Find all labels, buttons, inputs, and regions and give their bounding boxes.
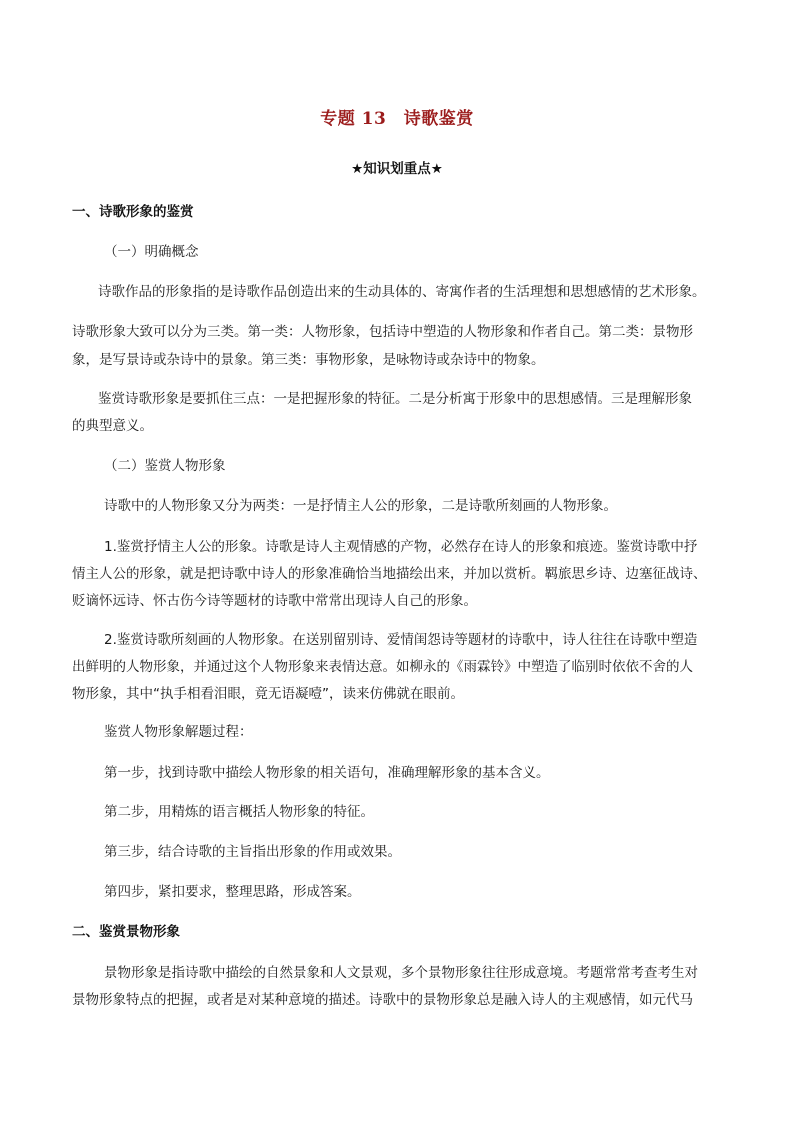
paragraph-line: 景物形象特点的把握，或者是对某种意境的描述。诗歌中的景物形象总是融入诗人的主观感情，如元代马	[72, 992, 693, 1008]
paragraph-line: 象，是写景诗或杂诗中的景象。第三类：事物形象，是咏物诗或杂诗中的物象。	[72, 352, 545, 368]
document-subtitle: ★知识划重点★	[351, 161, 443, 177]
subsection-label-1: （一）明确概念	[104, 244, 199, 260]
paragraph-line: 诗歌中的人物形象又分为两类：一是抒情主人公的形象，二是诗歌所刻画的人物形象。	[104, 498, 617, 514]
section-heading-2: 二、鉴赏景物形象	[72, 924, 180, 940]
paragraph-line: 的典型意义。	[72, 418, 153, 434]
paragraph-line: 诗歌形象大致可以分为三类。第一类：人物形象，包括诗中塑造的人物形象和作者自己。第二类：景物形	[72, 324, 693, 340]
paragraph-line: 贬谪怀远诗、怀古伤今诗等题材的诗歌中常常出现诗人自己的形象。	[72, 593, 477, 609]
section-heading-1: 一、诗歌形象的鉴赏	[72, 204, 194, 220]
paragraph-line: 1.鉴赏抒情主人公的形象。诗歌是诗人主观情感的产物，必然存在诗人的形象和痕迹。鉴赏诗歌中抒	[104, 539, 698, 555]
step-line-2: 第二步，用精炼的语言概括人物形象的特征。	[104, 804, 374, 820]
paragraph-line: 鉴赏人物形象解题过程：	[104, 724, 253, 740]
paragraph-line: 鉴赏诗歌形象是要抓住三点：一是把握形象的特征。二是分析寓于形象中的思想感情。三是理解形象	[98, 391, 692, 407]
paragraph-line: 出鲜明的人物形象，并通过这个人物形象来表情达意。如柳永的《雨霖铃》中塑造了临别时依依不舍的人	[72, 659, 693, 675]
paragraph-line: 物形象，其中“执手相看泪眼，竟无语凝噎”，读来仿佛就在眼前。	[72, 686, 464, 702]
paragraph-line: 2.鉴赏诗歌所刻画的人物形象。在送别留别诗、爱情闺怨诗等题材的诗歌中，诗人往往在诗歌中塑造	[104, 632, 698, 648]
step-line-4: 第四步，紧扣要求，整理思路，形成答案。	[104, 884, 361, 900]
subsection-label-2: （二）鉴赏人物形象	[104, 458, 226, 474]
document-title: 专题 13 诗歌鉴赏	[320, 109, 474, 129]
step-line-1: 第一步，找到诗歌中描绘人物形象的相关语句，准确理解形象的基本含义。	[104, 765, 550, 781]
paragraph-line: 情主人公的形象，就是把诗歌中诗人的形象准确恰当地描绘出来，并加以赏析。羁旅思乡诗、边塞征战诗、	[72, 566, 707, 582]
step-line-3: 第三步，结合诗歌的主旨指出形象的作用或效果。	[104, 844, 401, 860]
paragraph-line: 诗歌作品的形象指的是诗歌作品创造出来的生动具体的、寄寓作者的生活理想和思想感情的艺术形象。	[98, 284, 706, 300]
paragraph-line: 景物形象是指诗歌中描绘的自然景象和人文景观，多个景物形象往往形成意境。考题常常考查考生对	[104, 965, 698, 981]
